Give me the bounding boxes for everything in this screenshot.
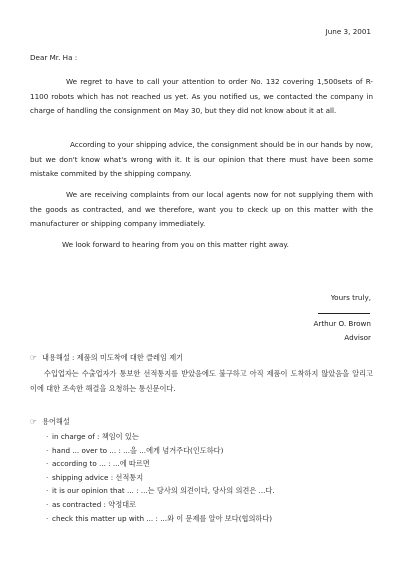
- summary-heading: [30, 353, 183, 363]
- signature-name: Arthur O. Brown: [313, 319, 371, 328]
- list-item: · check this matter up with ... : ...와 이 문제를 알아 보다(협의하다): [46, 513, 273, 523]
- summary-heading-text: 내용해설 : 제품의 미도착에 대한 클레임 제기: [42, 353, 184, 362]
- paragraph-text: According to your shipping advice, the consignment should be in our hands by now, but we don't know what's wrong with it. It is our opinion that there must have been some mistake commited by the shipping company.: [30, 140, 373, 179]
- vocab-heading: [30, 417, 70, 427]
- letter-date: June 3, 2001: [325, 27, 371, 36]
- salutation: Dear Mr. Ha :: [30, 53, 78, 62]
- summary-paragraph: 수입업자는 수출업자가 통보한 선적통지를 받았음에도 불구하고 아직 제품이 도착하지 않았음을 알리고 이에 대한 조속한 해결을 요청하는 통신문이다.: [30, 369, 373, 393]
- summary-text: [30, 366, 373, 396]
- paragraph-text: We regret to have to call your attention to order No. 132 covering 1,500sets of R-1100 robots which has not reached us yet. As you notified us, we contacted the company in charge of handling the consignment on May 30, but they did not know about it at all.: [30, 77, 373, 116]
- letter-paragraph-2: [30, 138, 373, 182]
- signature-title: Advisor: [344, 333, 371, 342]
- letter-paragraph-4: [30, 238, 373, 253]
- closing: Yours truly,: [330, 293, 371, 302]
- letter-paragraph-1: [30, 75, 373, 119]
- list-item: · hand ... over to ... : ...을 ...에게 넘겨주다(인도하다): [46, 445, 224, 455]
- vocab-heading-text: 용어해설: [42, 417, 70, 426]
- pointing-hand-icon: ☞: [30, 353, 37, 362]
- list-item: · as contracted : 약정대로: [46, 499, 137, 509]
- list-item: · according to ... : ...에 따르면: [46, 459, 150, 469]
- list-item: · in charge of : 책임이 있는: [46, 432, 139, 441]
- pointing-hand-icon: ☞: [30, 417, 37, 426]
- signature-line: [318, 313, 370, 314]
- paragraph-text: We look forward to hearing from you on this matter right away.: [62, 240, 289, 249]
- vocab-list: [46, 430, 275, 525]
- paragraph-text: We are receiving complaints from our local agents now for not supplying them with the goods as contracted, and we therefore, want you to ckeck up on this matter with the manufacturer or shipping company immediately.: [30, 190, 373, 229]
- list-item: · it is our opinion that ... : ...는 당사의 의견이다, 당사의 의견은 ...다.: [46, 486, 275, 496]
- list-item: · shipping advice : 선적통지: [46, 472, 144, 482]
- letter-paragraph-3: [30, 188, 373, 232]
